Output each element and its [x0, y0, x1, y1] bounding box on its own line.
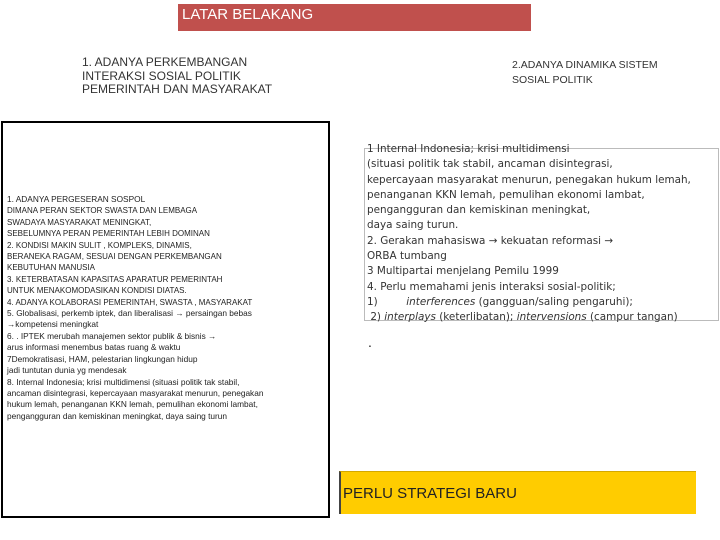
right-list-item: pengangguran dan kemiskinan meningkat, — [367, 204, 591, 217]
left-list-item: 5. Globalisasi, perkemb iptek, dan liberalisasi → persaingan bebas — [7, 308, 252, 319]
left-list-item: pengangguran dan kemiskinan meningkat, daya saing turun — [7, 410, 228, 421]
left-list-item: 7Demokratisasi, HAM, pelestarian lingkungan hidup — [7, 353, 198, 364]
right-list-item-interferences — [367, 295, 720, 310]
heading-left-line: INTERAKSI SOSIAL POLITIK — [82, 68, 241, 83]
left-list-item: 1. ADANYA PERGESERAN SOSPOL — [7, 194, 146, 204]
right-list-item: 1 Internal Indonesia; krisi multidimensi — [367, 143, 570, 155]
left-list-item: 4. ADANYA KOLABORASI PEMERINTAH, SWASTA , MASYARAKAT — [7, 297, 253, 307]
left-list-item: BERANEKA RAGAM, SESUAI DENGAN PERKEMBANGAN — [7, 252, 222, 262]
heading-left-line: 1. ADANYA PERKEMBANGAN — [82, 55, 248, 69]
item-number: 2) — [370, 311, 381, 324]
left-list — [7, 194, 337, 422]
heading-right — [512, 58, 712, 88]
right-list-item: daya saing turun. — [367, 219, 459, 232]
right-list-item: ORBA tumbang — [367, 250, 447, 263]
left-list-item: DIMANA PERAN SEKTOR SWASTA DAN LEMBAGA — [7, 206, 198, 216]
item-number: 1) — [367, 295, 378, 308]
term-description: (keterlibatan); — [435, 311, 517, 324]
left-list-item: →kompetensi meningkat — [7, 319, 99, 330]
left-list-item: 3. KETERBATASAN KAPASITAS APARATUR PEMERINTAH — [7, 274, 223, 284]
left-list-item: SEBELUMNYA PERAN PEMERINTAH LEBIH DOMINAN — [7, 229, 210, 239]
right-list-item: (situasi politik tak stabil, ancaman disintegrasi, — [367, 158, 613, 171]
left-list-item: KEBUTUHAN MANUSIA — [7, 263, 96, 273]
callout-text: PERLU STRATEGI BARU — [343, 485, 517, 502]
heading-right-line: SOSIAL POLITIK — [512, 74, 593, 86]
term-description: (gangguan/saling pengaruhi); — [475, 295, 633, 308]
left-list-item: arus informasi menembus batas ruang & waktu — [7, 342, 181, 353]
left-list-item: hukum lemah, penanganan KKN lemah, pemulihan ekonomi lambat, — [7, 399, 258, 410]
title-bar — [178, 4, 531, 31]
term-interferences: interferences — [406, 295, 476, 308]
title-text: LATAR BELAKANG — [182, 6, 314, 23]
right-list — [367, 142, 720, 326]
heading-right-line: 2.ADANYA DINAMIKA SISTEM — [512, 59, 658, 71]
right-list-item: kepercayaan masyarakat menurun, penegakan hukum lemah, — [367, 173, 691, 186]
right-list-item: 4. Perlu memahami jenis interaksi sosial-politik; — [367, 280, 616, 293]
term-description: (campur tangan) — [586, 311, 678, 324]
term-interplays: interplays — [384, 311, 436, 324]
heading-left — [82, 56, 322, 97]
left-list-item: jadi tuntutan dunia yg mendesak — [7, 365, 127, 376]
left-list-item: 6. . IPTEK merubah manajemen sektor publik & bisnis → — [7, 330, 217, 341]
bullet-dot: . — [368, 334, 372, 350]
right-list-item: penanganan KKN lemah, pemulihan ekonomi lambat, — [367, 188, 645, 201]
right-list-item-interplays — [367, 310, 720, 325]
left-list-item: 8. Internal Indonesia; krisi multidimensi (situasi politik tak stabil, — [7, 376, 240, 387]
right-list-item: 3 Multipartai menjelang Pemilu 1999 — [367, 265, 559, 278]
left-list-item: SWADAYA MASYARAKAT MENINGKAT, — [7, 217, 152, 227]
term-intervensions: intervensions — [516, 311, 587, 324]
left-list-item: 2. KONDISI MAKIN SULIT , KOMPLEKS, DINAMIS, — [7, 240, 192, 250]
left-list-item: ancaman disintegrasi, kepercayaan masyarakat menurun, penegakan — [7, 387, 264, 398]
left-list-item: UNTUK MENAKOMODASIKAN KONDISI DIATAS. — [7, 286, 187, 296]
right-list-item: 2. Gerakan mahasiswa → kekuatan reformasi → — [367, 234, 614, 247]
heading-left-line: PEMERINTAH DAN MASYARAKAT — [82, 82, 273, 96]
